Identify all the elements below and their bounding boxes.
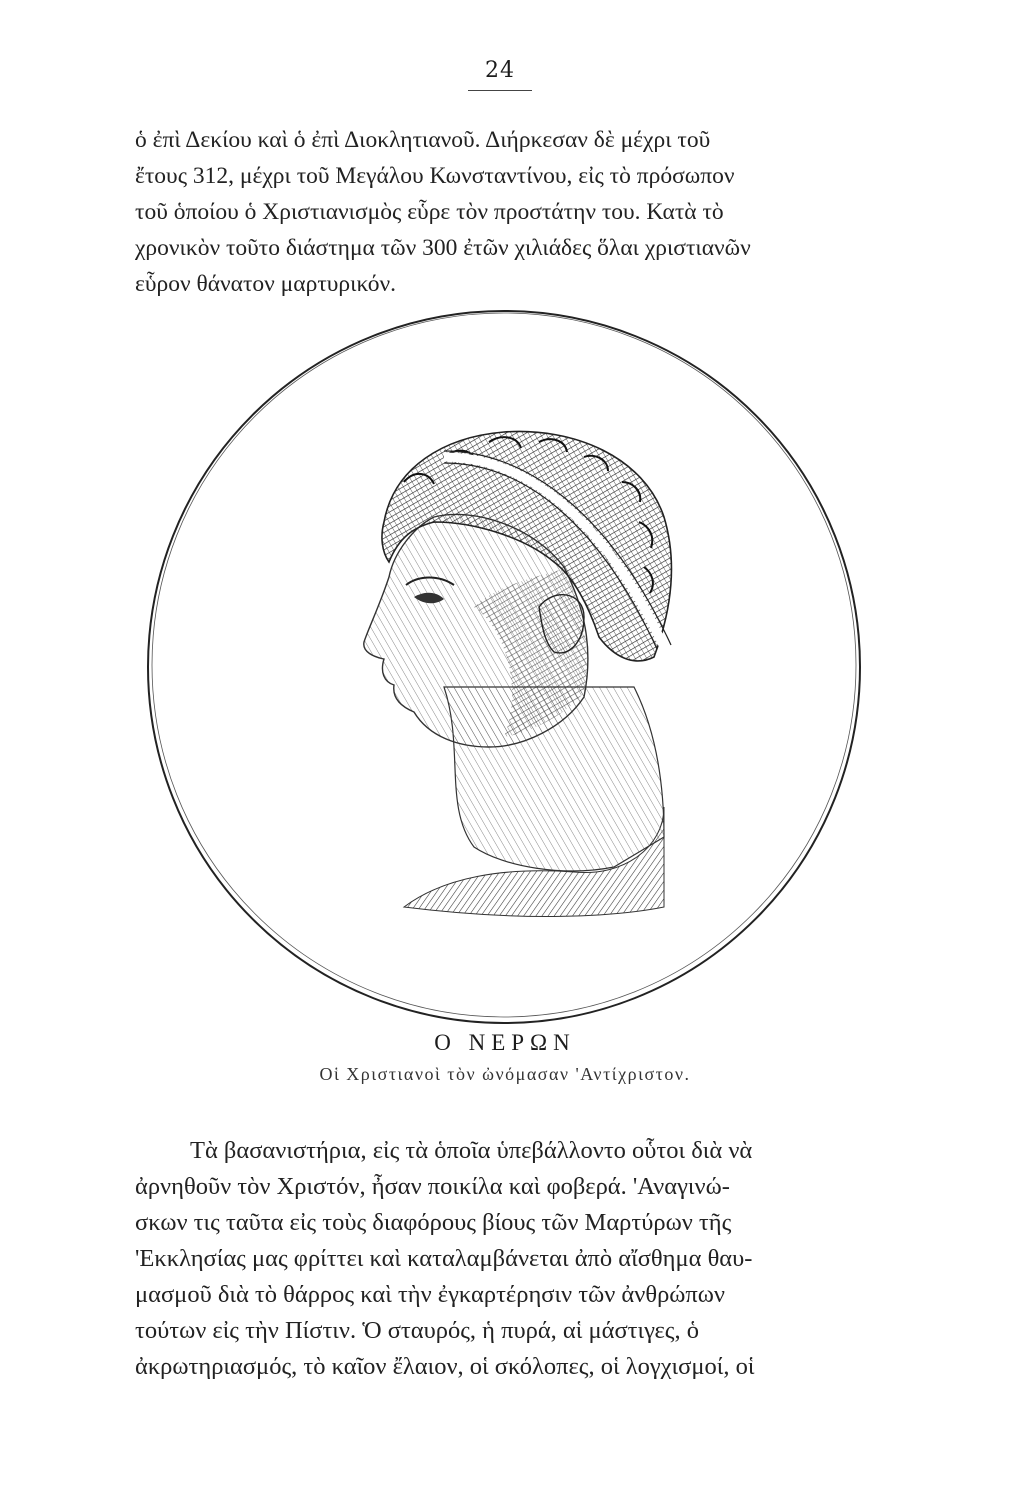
text-line: σκων τις ταῦτα εἰς τοὺς διαφόρους βίους τῶν Μαρτύρων τῆς (135, 1209, 732, 1236)
text-line: Τὰ βασανιστήρια, εἰς τὰ ὁποῖα ὑπεβάλλοντο οὗτοι διὰ νὰ (190, 1137, 753, 1164)
text-line: ἀρνηθοῦν τὸν Χριστόν, ἦσαν ποικίλα καὶ φοβερά. 'Αναγινώ- (135, 1173, 730, 1200)
page-number-rule (468, 90, 532, 91)
text-line: 'Εκκλησίας μας φρίττει καὶ καταλαμβάνεται ἀπὸ αἴσθημα θαυ- (135, 1245, 753, 1272)
text-line: τοῦ ὁποίου ὁ Χριστιανισμὸς εὗρε τὸν προστάτην του. Κατὰ τὸ (135, 199, 724, 225)
text-line: ἀκρωτηριασμός, τὸ καῖον ἔλαιον, οἱ σκόλοπες, οἱ λογχισμοί, οἱ (135, 1353, 755, 1380)
portrait-medallion (144, 307, 864, 1027)
text-line: τούτων εἰς τὴν Πίστιν. Ὁ σταυρός, ἡ πυρά, αἱ μάστιγες, ὁ (135, 1317, 699, 1344)
top-paragraph (135, 122, 875, 302)
bottom-paragraph (135, 1133, 875, 1385)
page-number: 24 (485, 58, 515, 83)
text-line: ἔτους 312, μέχρι τοῦ Μεγάλου Κωνσταντίνου, εἰς τὸ πρόσωπον (135, 163, 735, 189)
text-line: χρονικὸν τοῦτο διάστημα τῶν 300 ἐτῶν χιλιάδες ὅλαι χριστιανῶν (135, 235, 751, 261)
text-line: ὁ ἐπὶ Δεκίου καὶ ὁ ἐπὶ Διοκλητιανοῦ. Διήρκεσαν δὲ μέχρι τοῦ (135, 127, 711, 153)
caption-subtitle: Οἱ Χριστιανοὶ τὸν ὠνόμασαν 'Αντίχριστον. (319, 1064, 691, 1084)
caption-title: Ο ΝΕΡΩΝ (434, 1030, 576, 1055)
text-line: εὗρον θάνατον μαρτυρικόν. (135, 271, 397, 297)
text-line: μασμοῦ διὰ τὸ θάρρος καὶ τὴν ἐγκαρτέρησιν τῶν ἀνθρώπων (135, 1281, 726, 1308)
